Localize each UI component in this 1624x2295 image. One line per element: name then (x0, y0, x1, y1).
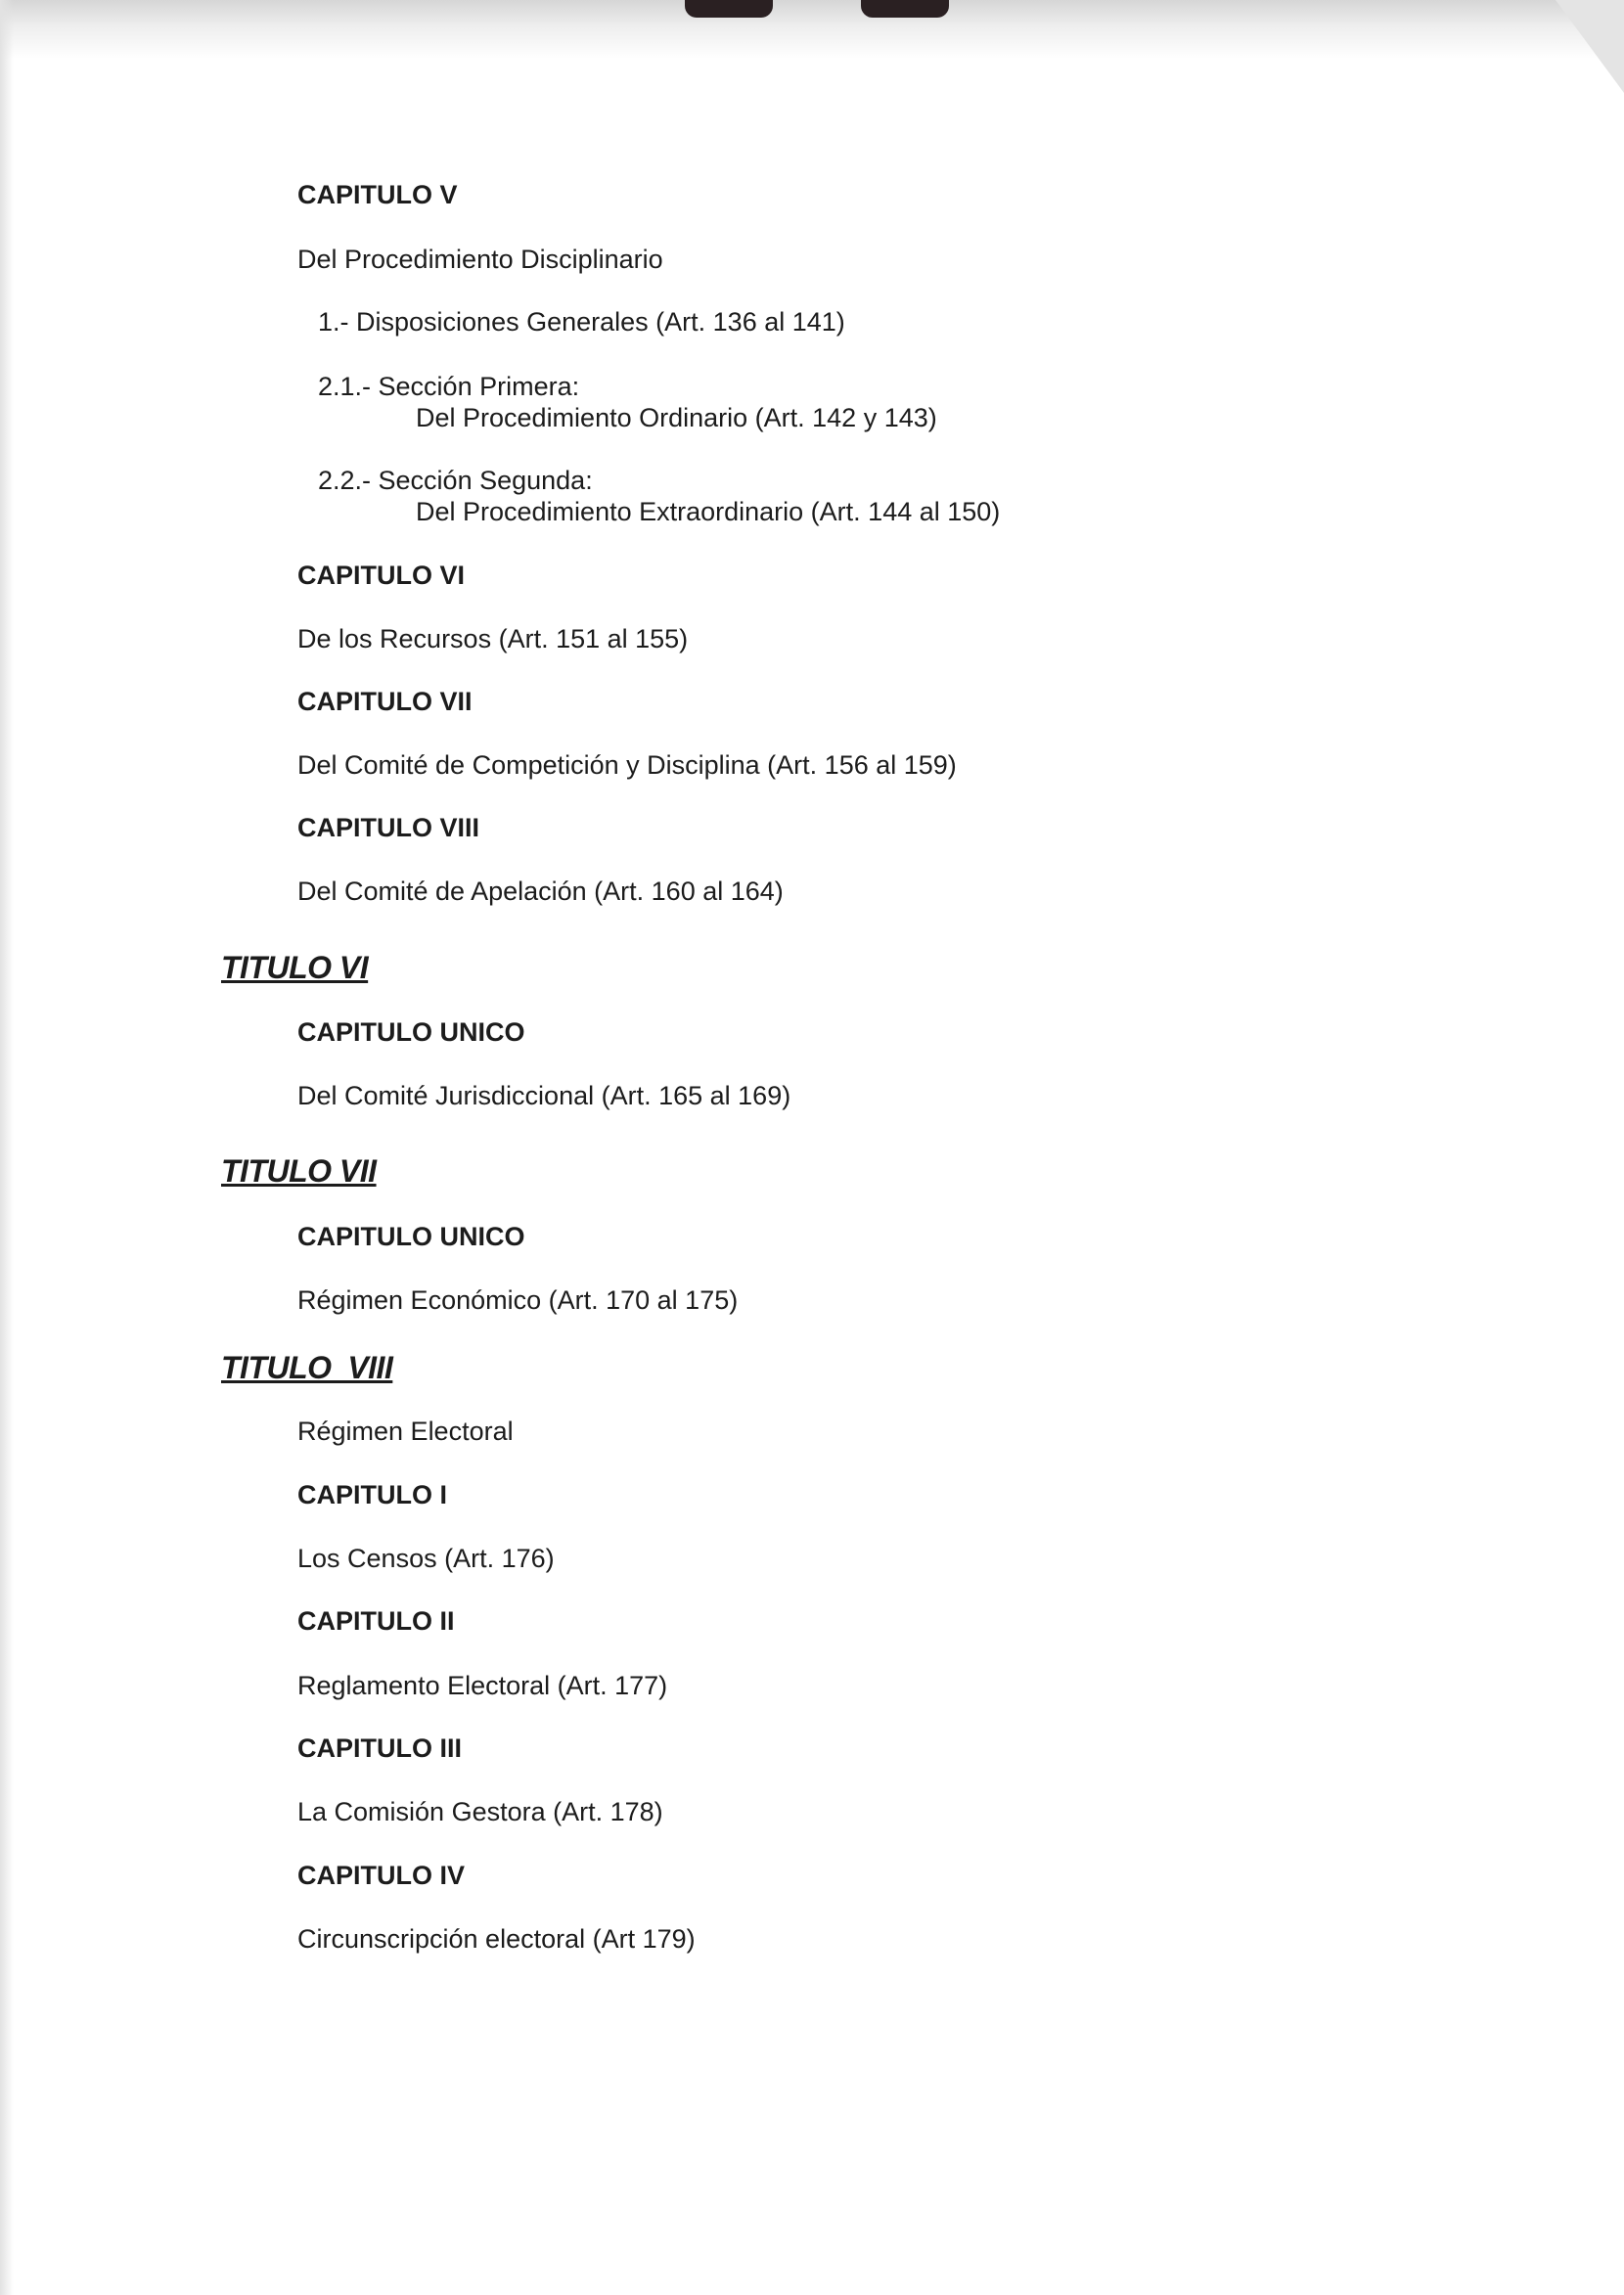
title-heading: TITULO VIII (221, 1350, 393, 1385)
chapter-title: De los Recursos (Art. 151 al 155) (297, 624, 689, 653)
chapter-heading: CAPITULO VIII (297, 813, 480, 842)
chapter-heading: CAPITULO UNICO (297, 1017, 525, 1047)
chapter-heading: CAPITULO II (297, 1606, 455, 1636)
section-heading: 2.2.- Sección Segunda: (318, 466, 593, 495)
chapter-heading: CAPITULO I (297, 1480, 447, 1509)
page-corner-fold (1556, 0, 1624, 93)
chapter-title: Régimen Económico (Art. 170 al 175) (297, 1285, 739, 1315)
chapter-title: La Comisión Gestora (Art. 178) (297, 1797, 663, 1826)
scan-shadow-top (0, 0, 1624, 59)
section-entry: 1.- Disposiciones Generales (Art. 136 al 141) (318, 307, 845, 337)
chapter-title: Del Comité de Competición y Disciplina (Art. 156 al 159) (297, 750, 957, 780)
chapter-title: Del Procedimiento Disciplinario (297, 245, 663, 274)
title-heading: TITULO VI (221, 950, 369, 985)
chapter-heading: CAPITULO VI (297, 561, 466, 590)
chapter-title: Reglamento Electoral (Art. 177) (297, 1671, 668, 1700)
chapter-heading: CAPITULO III (297, 1733, 462, 1763)
section-heading: 2.1.- Sección Primera: (318, 372, 580, 401)
section-entry: Del Procedimiento Ordinario (Art. 142 y 143) (416, 403, 937, 432)
chapter-heading: CAPITULO V (297, 180, 458, 209)
chapter-heading: CAPITULO IV (297, 1861, 466, 1890)
chapter-title: Régimen Electoral (297, 1417, 514, 1446)
chapter-title: Del Comité Jurisdiccional (Art. 165 al 169) (297, 1081, 791, 1110)
chapter-title: Del Comité de Apelación (Art. 160 al 164) (297, 877, 784, 906)
chapter-title: Circunscripción electoral (Art 179) (297, 1924, 696, 1954)
binder-clip-mark (861, 0, 949, 18)
chapter-heading: CAPITULO VII (297, 687, 473, 716)
chapter-heading: CAPITULO UNICO (297, 1222, 525, 1251)
chapter-title: Los Censos (Art. 176) (297, 1544, 555, 1573)
title-heading: TITULO VII (221, 1153, 377, 1189)
scan-shadow-left (0, 0, 14, 2295)
binder-clip-mark (685, 0, 773, 18)
section-entry: Del Procedimiento Extraordinario (Art. 144 al 150) (416, 497, 1001, 526)
